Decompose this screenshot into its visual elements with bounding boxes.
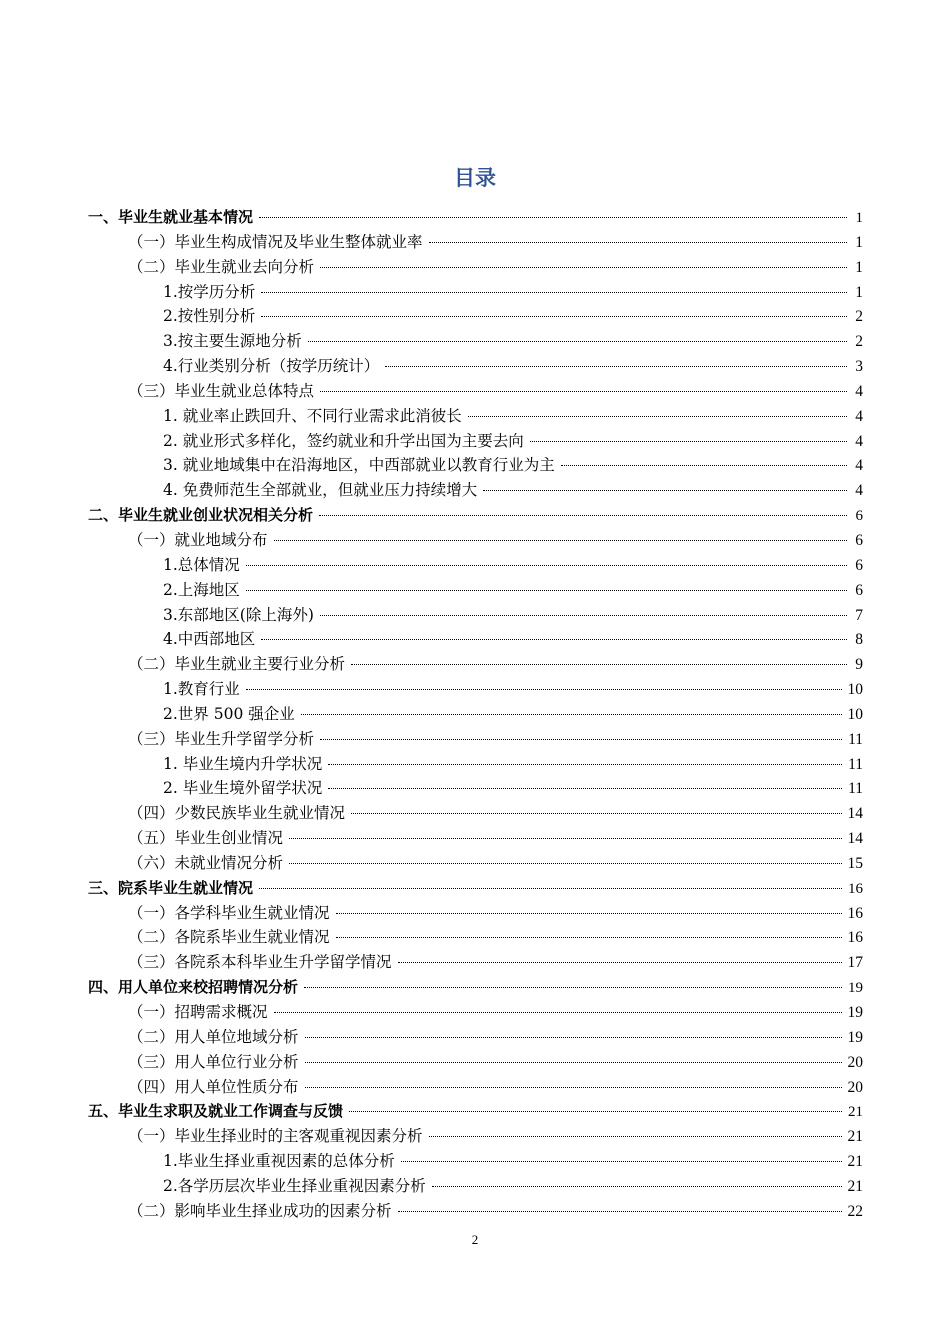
toc-entry-page: 10 — [847, 705, 863, 723]
toc-entry[interactable] — [88, 354, 863, 379]
toc-entry[interactable] — [88, 329, 863, 354]
toc-entry-text: 2. 毕业生境外留学状况 — [163, 779, 323, 798]
toc-entry-page: 6 — [855, 508, 863, 525]
toc-leader-dots — [289, 838, 841, 839]
toc-entry-text: （二）影响毕业生择业成功的因素分析 — [128, 1201, 392, 1220]
toc-entry-page: 16 — [848, 880, 863, 897]
toc-entry-page: 4 — [855, 432, 863, 450]
toc-entry-text: （二）用人单位地域分析 — [128, 1027, 299, 1046]
toc-entry-text: 3.按主要生源地分析 — [163, 332, 302, 351]
toc-entry-page: 1 — [855, 233, 863, 251]
toc-entry-text: （三）毕业生就业总体特点 — [128, 381, 315, 400]
toc-leader-dots — [328, 764, 842, 765]
toc-entry[interactable] — [88, 230, 863, 255]
toc-leader-dots — [274, 1012, 842, 1013]
page-number: 2 — [471, 1232, 479, 1247]
toc-entry[interactable] — [88, 1050, 863, 1075]
toc-entry-text: （一）各学科毕业生就业情况 — [128, 903, 330, 922]
toc-entry[interactable] — [88, 553, 863, 578]
toc-leader-dots — [432, 1186, 842, 1187]
toc-entry[interactable] — [88, 578, 863, 603]
toc-entry-text: （一）招聘需求概况 — [128, 1003, 268, 1021]
toc-entry-text: （五）毕业生创业情况 — [128, 829, 284, 848]
toc-leader-dots — [301, 714, 842, 715]
toc-entry-text: （一）毕业生择业时的主客观重视因素分析 — [128, 1127, 423, 1146]
toc-entry-text: 一、毕业生就业基本情况 — [88, 208, 254, 226]
toc-entry-page: 6 — [855, 581, 863, 599]
toc-entry[interactable] — [88, 925, 863, 950]
toc-leader-dots — [468, 416, 847, 417]
toc-entry-page: 21 — [847, 1128, 863, 1146]
toc-leader-dots — [259, 888, 842, 889]
toc-entry-page: 4 — [855, 407, 863, 425]
toc-entry-text: 3. 就业地域集中在沿海地区，中西部就业以教育行业为主 — [163, 456, 555, 475]
toc-leader-dots — [261, 292, 847, 293]
toc-leader-dots — [561, 465, 847, 466]
toc-entry[interactable] — [88, 453, 863, 478]
toc-entry-text: （三）用人单位行业分析 — [128, 1052, 299, 1071]
toc-leader-dots — [261, 316, 847, 317]
toc-leader-dots — [483, 490, 847, 491]
toc-entry[interactable] — [88, 478, 863, 503]
toc-entry-page: 6 — [855, 531, 863, 549]
toc-entry[interactable] — [88, 776, 863, 801]
toc-entry-page: 16 — [847, 929, 863, 947]
toc-entry-page: 11 — [848, 780, 863, 798]
toc-entry-text: （二）各院系毕业生就业情况 — [128, 928, 330, 947]
toc-entry-text: 2.世界 500 强企业 — [163, 704, 295, 723]
toc-entry-text: 2.各学历层次毕业生择业重视因素分析 — [163, 1176, 426, 1195]
toc-entry-page: 1 — [855, 258, 863, 276]
toc-entry-text: 4. 免费师范生全部就业，但就业压力持续增大 — [163, 481, 478, 500]
toc-entry-page: 6 — [855, 556, 863, 574]
toc-entry-page: 3 — [855, 358, 863, 376]
toc-entry-page: 21 — [847, 1177, 863, 1195]
toc-entry-page: 9 — [855, 656, 863, 674]
toc-entry-page: 7 — [855, 606, 863, 624]
toc-entry[interactable] — [88, 851, 863, 876]
toc-entry[interactable] — [88, 702, 863, 727]
toc-leader-dots — [328, 788, 842, 789]
toc-entry-page: 11 — [848, 730, 863, 748]
toc-entry-page: 2 — [855, 308, 863, 326]
toc-leader-dots — [246, 689, 842, 690]
toc-entry[interactable] — [88, 826, 863, 851]
toc-title: 目录 — [454, 166, 496, 190]
toc-leader-dots — [320, 391, 847, 392]
toc-entry-page: 8 — [855, 631, 863, 649]
table-of-contents — [88, 205, 863, 1224]
toc-entry[interactable] — [88, 1174, 863, 1199]
toc-entry-text: 1.毕业生择业重视因素的总体分析 — [163, 1152, 395, 1171]
toc-entry-text: 1.按学历分析 — [163, 282, 256, 301]
toc-entry[interactable] — [88, 304, 863, 329]
toc-entry[interactable] — [88, 1025, 863, 1050]
toc-entry-text: 1.总体情况 — [163, 555, 240, 574]
toc-leader-dots — [530, 441, 847, 442]
toc-entry[interactable] — [88, 1075, 863, 1100]
toc-entry[interactable] — [88, 627, 863, 652]
toc-entry[interactable] — [88, 876, 863, 901]
toc-entry[interactable] — [88, 280, 863, 305]
toc-leader-dots — [351, 813, 841, 814]
toc-entry-text: （二）毕业生就业去向分析 — [128, 257, 315, 276]
toc-leader-dots — [305, 1037, 842, 1038]
toc-entry[interactable] — [88, 677, 863, 702]
toc-leader-dots — [320, 615, 847, 616]
toc-entry[interactable] — [88, 255, 863, 280]
toc-entry-page: 1 — [855, 283, 863, 301]
toc-leader-dots — [429, 242, 847, 243]
toc-leader-dots — [308, 341, 847, 342]
toc-entry[interactable] — [88, 1124, 863, 1149]
toc-entry[interactable] — [88, 1149, 863, 1174]
toc-entry[interactable] — [88, 752, 863, 777]
toc-entry[interactable] — [88, 901, 863, 926]
toc-entry-text: 五、毕业生求职及就业工作调查与反馈 — [88, 1102, 344, 1121]
toc-entry[interactable] — [88, 727, 863, 752]
toc-entry-text: （一）就业地域分布 — [128, 530, 268, 549]
toc-entry[interactable] — [88, 503, 863, 528]
toc-entry[interactable] — [88, 603, 863, 628]
toc-leader-dots — [305, 1087, 842, 1088]
toc-leader-dots — [401, 1161, 842, 1162]
toc-entry[interactable] — [88, 801, 863, 826]
toc-entry[interactable] — [88, 528, 863, 553]
toc-leader-dots — [274, 540, 847, 541]
toc-entry-text: 1.教育行业 — [163, 680, 240, 699]
toc-leader-dots — [398, 1211, 842, 1212]
toc-entry[interactable] — [88, 1199, 863, 1224]
toc-entry[interactable] — [88, 950, 863, 975]
toc-entry-text: 4.中西部地区 — [163, 630, 256, 649]
toc-entry-page: 10 — [847, 681, 863, 699]
toc-entry-page: 21 — [848, 1104, 863, 1121]
toc-entry[interactable] — [88, 652, 863, 677]
toc-leader-dots — [289, 863, 841, 864]
toc-entry-text: （三）各院系本科毕业生升学留学情况 — [128, 953, 392, 972]
toc-leader-dots — [320, 739, 842, 740]
toc-leader-dots — [398, 962, 842, 963]
toc-entry-text: （四）少数民族毕业生就业情况 — [128, 804, 346, 823]
toc-entry-text: 三、院系毕业生就业情况 — [88, 878, 254, 897]
toc-entry-text: 2.上海地区 — [163, 580, 240, 599]
toc-entry-text: 2. 就业形式多样化，签约就业和升学出国为主要去向 — [163, 431, 524, 450]
toc-entry-page: 19 — [848, 980, 863, 997]
toc-entry-text: 4.行业类别分析（按学历统计） — [163, 357, 380, 376]
toc-entry-page: 14 — [847, 830, 863, 848]
toc-entry-text: 1. 就业率止跌回升、不同行业需求此消彼长 — [163, 406, 462, 425]
toc-leader-dots — [246, 590, 847, 591]
toc-entry-text: （六）未就业情况分析 — [128, 853, 284, 872]
toc-entry-text: 3.东部地区(除上海外) — [163, 605, 314, 624]
toc-entry-page: 1 — [855, 210, 863, 226]
toc-entry-page: 11 — [848, 755, 863, 773]
toc-leader-dots — [336, 913, 842, 914]
toc-entry[interactable] — [88, 1099, 863, 1124]
toc-entry-text: （四）用人单位性质分布 — [128, 1077, 299, 1096]
toc-leader-dots — [304, 987, 842, 988]
toc-leader-dots — [429, 1136, 842, 1137]
toc-leader-dots — [320, 267, 847, 268]
toc-entry-page: 16 — [847, 904, 863, 922]
toc-entry-text: （二）毕业生就业主要行业分析 — [128, 655, 346, 674]
toc-entry-page: 15 — [847, 854, 863, 872]
toc-leader-dots — [261, 639, 847, 640]
toc-entry-text: 1. 毕业生境内升学状况 — [163, 754, 323, 773]
toc-entry-text: （三）毕业生升学留学分析 — [128, 729, 315, 748]
toc-entry-page: 17 — [847, 954, 863, 972]
toc-entry[interactable] — [88, 404, 863, 429]
toc-entry[interactable] — [88, 975, 863, 1000]
toc-entry-text: 2.按性别分析 — [163, 307, 256, 326]
toc-leader-dots — [259, 217, 847, 218]
toc-entry-page: 19 — [847, 1004, 863, 1021]
toc-entry[interactable] — [88, 1000, 863, 1025]
toc-leader-dots — [319, 515, 847, 516]
toc-entry-page: 4 — [855, 382, 863, 400]
toc-entry-text: （一）毕业生构成情况及毕业生整体就业率 — [128, 232, 423, 251]
toc-entry-page: 14 — [847, 805, 863, 823]
toc-entry[interactable] — [88, 379, 863, 404]
toc-leader-dots — [385, 366, 847, 367]
toc-entry-text: 二、毕业生就业创业状况相关分析 — [88, 506, 314, 525]
toc-leader-dots — [351, 664, 847, 665]
toc-entry[interactable] — [88, 429, 863, 454]
toc-entry-page: 4 — [855, 457, 863, 475]
toc-leader-dots — [305, 1062, 842, 1063]
toc-entry-page: 22 — [847, 1202, 863, 1220]
toc-leader-dots — [336, 937, 842, 938]
toc-entry[interactable] — [88, 205, 863, 230]
toc-entry-page: 21 — [847, 1153, 863, 1171]
toc-entry-page: 4 — [855, 482, 863, 500]
toc-leader-dots — [246, 565, 847, 566]
toc-entry-page: 20 — [847, 1078, 863, 1096]
toc-entry-page: 19 — [847, 1028, 863, 1046]
toc-entry-page: 2 — [855, 333, 863, 351]
toc-entry-page: 20 — [847, 1053, 863, 1071]
toc-entry-text: 四、用人单位来校招聘情况分析 — [88, 978, 299, 997]
toc-leader-dots — [349, 1111, 842, 1112]
